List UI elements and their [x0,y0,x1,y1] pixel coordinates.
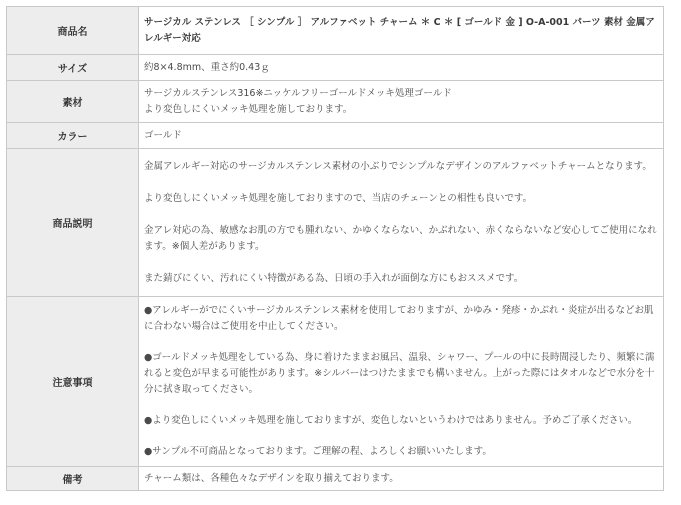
row-notes [7,297,664,467]
row-color [7,123,664,149]
row-material [7,81,664,123]
label-remarks: 備考 [7,467,139,491]
value-product-name: サージカル ステンレス ［ シンプル ］ アルファベット チャーム ＊ C ＊ [ ゴールド 金 ] O-A-001 パーツ 素材 金属アレルギー対応 [139,7,664,55]
description-paragraph: 金アレ対応の為、敏感なお肌の方でも腫れない、かゆくならない、かぶれない、赤くならないなど安心してご使用になれます。※個人差があります。 [144,224,657,252]
notes-paragraph: ●ゴールドメッキ処理をしている為、身に着けたままお風呂、温泉、シャワー、プールの中に長時間浸したり、頻繁に濡れると変色が早まる可能性があります。※シルバーはつけたままでも構いません。上がった際にはタオルなどで水分を十分に拭き取ってください。 [144,352,655,395]
material-line: サージカルステンレス316※ニッケルフリーゴールドメッキ処理ゴールド [144,87,452,99]
label-size: サイズ [7,55,139,81]
row-remarks [7,467,664,491]
value-remarks: チャーム類は、各種色々なデザインを取り揃えております。 [139,467,664,491]
product-spec-table [6,6,664,491]
notes-paragraph: ●アレルギーがでにくいサージカルステンレス素材を使用しておりますが、かゆみ・発疹・かぶれ・炎症が出るなどお肌に合わない場合はご使用を中止してください。 [144,305,654,332]
label-product-name: 商品名 [7,7,139,55]
row-description [7,149,664,297]
description-paragraph: より変色しにくいメッキ処理を施しておりますので、当店のチェーンとの相性も良いです。 [144,192,533,204]
value-material [139,81,664,123]
value-description [139,149,664,297]
label-color: カラー [7,123,139,149]
notes-paragraph: ●サンプル不可商品となっております。ご理解の程、よろしくお願いいたします。 [144,446,492,457]
description-paragraph: 金属アレルギー対応のサージカルステンレス素材の小ぶりでシンプルなデザインのアルファベットチャームとなります。 [144,160,652,172]
material-line: より変色しにくいメッキ処理を施しております。 [144,103,353,115]
value-size: 約8×4.8mm、重さ約0.43ｇ [139,55,664,81]
row-size [7,55,664,81]
notes-paragraph: ●より変色しにくいメッキ処理を施しておりますが、変色しないというわけではありません。予めご了承ください。 [144,415,638,426]
label-material: 素材 [7,81,139,123]
value-notes [139,297,664,467]
description-paragraph: また錆びにくい、汚れにくい特徴がある為、日頃の手入れが面倒な方にもおススメです。 [144,272,524,284]
value-color: ゴールド [139,123,664,149]
row-product-name [7,7,664,55]
label-notes: 注意事項 [7,297,139,467]
label-description: 商品説明 [7,149,139,297]
